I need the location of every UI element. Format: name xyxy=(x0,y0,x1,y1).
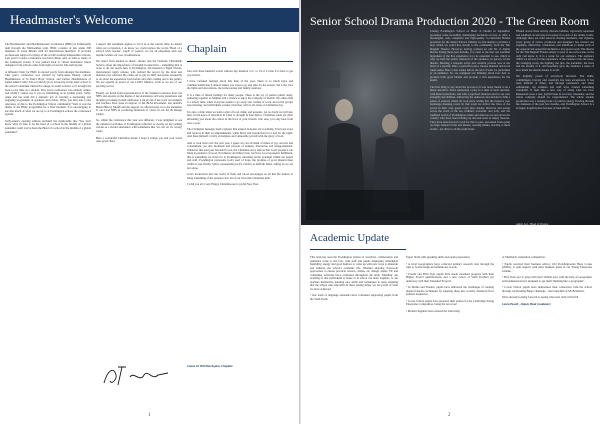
paragraph: I wish you all a very Happy Christmas and a joyful New Year. xyxy=(187,182,259,187)
paragraph: Filmed across three strictly discrete bubbles, rigorously separated and sanitised, its success is in respect for each of the drama it tells. Although there are brief extracts, fleeting moments, and vignette, every group of actors, producers and designers has created one exquisite, distinctive, considered, and ambitious to make each of the separate but respectful moments a true green room. The theatre for the Tim Dagnall Theatre empty to play to see each scene, as the only cast know it. It is a scene for our audience. The audience which we all love for the experience of the cinema room, the tense, the swinging room, the lighting, the plot, the pandemic, the fears and the dreams of it, and hopefully gave the audience a sense of how much the theatre means to us all. xyxy=(516,30,594,72)
paragraph: Here a wonderful Christmas break; I hope it brings you and your loved ones good cheer. xyxy=(96,135,182,144)
heading-rule xyxy=(187,61,293,62)
chaplain-signoff: Canon Dr Bill Harrington, Chaplain xyxy=(187,364,233,368)
paragraph: Upper Sixth with speaking skills and exam preparation. xyxy=(406,256,471,259)
paragraph: So, whilst the conference this year was different, I was delighted to see the enhanced activities at Pocklington reflected so clearly on my tacking certain as a virtual attendance with teammates like 'we can' on 'no wrong' route'. xyxy=(96,118,182,134)
paragraph: I have confused feelings about this time of the year. There is so much hype and commercialism that it almost makes you want to go and shut for the season. Yet I also love the lights and decorations, the home parties and family reunions. xyxy=(187,79,293,91)
paragraph: Sally-Anne's opening address included the memorable line 'You don't know what it's like to be the head of a school in the middle of a global pandemic, until you've been the Head of a school in the middle of a global pandemic!' xyxy=(5,118,91,134)
paragraph: God's incarnation into the world of flesh and blood encourages us all that He desires to bring something of his presence into all of our lives this Christmas time. xyxy=(187,172,293,180)
page-fold xyxy=(299,0,301,424)
paragraph: Finally, we heard from representatives of the Stephen Lawrence trust, the NHS and experts on the theme of decolonisation. All were passionate and thought provoking in their addresses. I am proud of the work our students and teachers have done in support of the BLM movement, last month's Black History Month and the support we offered early on to the pandemic to our local NHS in producing hundreds of visors in our Art & Design Centre. xyxy=(96,90,182,116)
paragraph: The Christmas message itself captures this tension between all or nothing. Everyone stops and rejoices in their accomplishments, while Mary and Joseph bent for a bed for the night. And there himself: a baby on helpless and vulnerable yet full with the glory of God. xyxy=(187,127,293,139)
academic-column-1 xyxy=(310,256,398,404)
paragraph: It is a time of mixed feelings for many people. There is the joy of parties (small ones), gathering together as families and a chance to enjoy the company of friends. We others find it a lonely time, when everyone seems to go away; the routine of work and social groups stop meeting, and individuals wonder what they will do all alone on Christmas day. xyxy=(187,92,293,108)
academic-signoff: Laura Powell - Deputy Head (Academic) xyxy=(502,301,551,306)
page-title: Headmaster's Welcome xyxy=(10,12,134,27)
drama-column-1 xyxy=(430,30,510,220)
paragraph: • Lower School pupils have maintained their connection with the school through our Reading Bingo challenge – the brainchild of Mr Bradshaw. xyxy=(502,285,592,293)
paragraph: of Sheffield's translation competition. xyxy=(502,256,546,259)
academic-column-3 xyxy=(502,256,592,404)
paragraph: This term has seen the Pocklington virtues of creativity, collaboration and resilience come to the fore, with staff and pupils displaying remarkable flexibility, energy and good humour to come up with new ways to maintain and enhance the school's academic life. Whether adapting classroom approaches to ensure practical science, drama, art, design, music, PE and computing activities have continued throughout the term; 'blending' our teaching so that individuals at home or in school can learn together; or our teachers themselves learning new skills and techniques to keep ensuring that the school runs smoothly in these testing times, we are proud of what we have achieved. xyxy=(310,256,398,291)
paragraph: • Lower School pupils have prepared their entries for the Cambridge Young Enterprise Competition, being the best ever! xyxy=(406,298,494,307)
paragraph: I respect this sentiment applies to all of us at the current time, no matter what our occupation. I do know we could replace the words 'Head of a school' with 'teacher', 'pupil' or 'parent'; we are all empathise with one another within our own circumstances. xyxy=(96,43,182,57)
headmaster-signature xyxy=(100,363,172,389)
paragraph: • Fourth and Fifth Year pupils have made excellent progress with their Higher Project Qualifications and a new cohort of Sixth Formers got underway with their Extended Projects. xyxy=(406,271,494,283)
paragraph: • First Years got to grips with their 'bubble area' with the help of Geographer environmental survey designed to get them 'thinking like a geographer'. xyxy=(502,275,592,283)
welcome-column-1 xyxy=(5,43,91,408)
paragraph: • Our team of language assistants have continued supporting pupils from the Sixth Form. xyxy=(310,293,398,302)
welcome-column-2 xyxy=(96,43,182,408)
paragraph: • Pupils received their business advice; Old Pocklingtonian Hana Cooke (2000s), to gain support with their business plans in our Young Enterprise scheme. xyxy=(502,261,592,273)
paragraph: • Modern linguists have entered the University xyxy=(406,309,460,314)
paragraph: We're already looking forward to seeing what next term will hold! xyxy=(502,295,579,300)
page-number: 2 xyxy=(448,413,451,418)
paragraph: Joining Pocklington School as Head of Drama in September presented some incredibly challenging decisions on how to offer a meaningful, safe, compliant and high-quality co-curricular Drama provision for the Senior School. Initially we felt unable to produce a play which we could live stream to the community from the Tim Dagnall Theatre. However, having realised an odd list of digital theatre during these past months, it is clear to me that one essential ingredient of the live experience is to be essential: to see, which is why we held the public rehearsal of the audience, in person, in the theatre. Meeting a bespoke script and creative process was at the heart of a specific time, a particular place, theatre moment and in its truest sense. Here a few weeks before the end of term we performed to an audience. So, we realigned our thinking about how best to produce both good Drama and provide a rich experience for the pupils. xyxy=(430,30,510,82)
drama-author: Adam Lee, Head of Drama xyxy=(516,222,549,226)
stage-figures-image xyxy=(306,40,424,220)
page-number: 1 xyxy=(148,413,151,418)
paragraph: The first thing to say about the process is it was never meant to be a linear narrative. Since rehearsing a play in a time of such restraint, with these restrictions, and with a pupil-led situation and for our own strengths and abilities, embracing the unknown and decided to film a series of extracts which all took place within this the theatre's own backstage dressing room. In that room we follow the lives of the actors in their own green room play, theatre directors and young actors the work of the tea, brilliant, powerful, and jolly, and the sanitised world of Pocklington artists and directors up and down the country who have been holding up devoted seats in empty theatres. They have been forced to wait for this to pass, prevented from going on stage. Instead of the real theatre, wearing masks, reacting to these events - not alive to all the restrictions. xyxy=(430,84,510,131)
paragraph: The Headmasters' and Headmistresses' Conference (HMC) is traditionally held through the Michaelmas term. HMC consists of just under 300 members in Great Britain with 50 international members. It provides professional support for many of the world's leading independent schools. Last year's London conference was held online, and, as with so many of the traditional events, it was pushed back to virtual attendance where delegates from schools came from right across the UK and beyond. xyxy=(5,43,91,68)
paragraph: It is also a time when we learn a glut of food, drink, and presents, yet no doubt we will also hear on the news of starvation in Chad or drought in East Africa. Christmas cards are often informing you about the events in the lives of your friends, who else, you only hear from once a year. xyxy=(187,109,293,125)
chaplain-column xyxy=(187,70,293,360)
academic-column-2 xyxy=(406,256,494,404)
paragraph: And to look back over the past year, I guess we can all think of times of joy, success and contentment, yet also moments and periods of sadness, frustration and disappointment. Whatever this past year has held for us, the Christmas story tells us that God's presence can bring an element of Good, Providence and Mercy into our lives. God represents fulfilment, this is something we strive for at Pocklington, releasing all the potential within our pupils and staff. Pocklington represents God's seed of hope, the promise of good planted deep within it and, finally, Spirit, representing God's comfort at difficult times, telling us we are not alone. xyxy=(187,140,293,170)
academic-heading: Academic Update xyxy=(310,232,390,244)
paragraph: We heard from leaders in music, theatre and the National Citizenship Service about the importance of breadth in education – something that is close to all our hearts here at Pocklington. We listened to Nigel Owens, international rugby referee, who tackled the record for the most test matches ever refereed. He came out as gay in 2007 and spoke eloquently to us about his experience both before and after coming out to the public. We are equally as proud of our LGBT Alliance work as we are of our sporting record. xyxy=(96,59,182,89)
paragraph: A different Chair for HMC is elected yearly from amongst the members. This year's conference was chaired by Sally-Anne Huang, current Headmistress of St Paul's Boys' School, and former Headmistress of James Allen's Girls' School (JAGS) (so it is known) in the sister school to the school I attended. Dulwich College, in south London, so it brought me back to my time as a student. This year's conference was entirely online, and whilst I cannot say it was as stimulating as in normal years, Sally-Anne and her team did a fantastic job of curating a fascinating and engaging programme of speakers and events. What, you may ask, is the relevance of this to the Pocklington School community? Well, it was the theme of the HMC programme for a brief moment; it is encouraging to see that much of what we are up to at Pocklington echoes the conference agenda. xyxy=(5,69,91,117)
paragraph: We mightily proud of everybody involved. The skills, commitment, bravery and creativity has been exceptional. It has been difficult at times, and through persistence and sheer enthusiasm, our students and staff have created something wonderful. It feels like a new way of doing what we love. Rehearsals were a rare, joyful break in our busy schedules, and the whole company should be congratulated. The whole student production was a rousing boast of positive energy flowing through the darkness of the past few months, and Pocklington School is a stronger, hopeful place because of their efforts. xyxy=(516,74,594,110)
drama-title: Senior School Drama Production 2020 - The Green Room xyxy=(310,14,590,28)
page-right xyxy=(300,0,600,424)
paragraph: Just over three hundred words without any mention of C or 19 or Li that it is here to get you started. xyxy=(187,70,293,77)
drama-column-2 xyxy=(516,30,594,220)
heading-rule xyxy=(310,249,406,250)
chaplain-heading: Chaplain xyxy=(187,43,227,55)
paragraph: • In Drama and Theatre, pupils have embraced the challenges of creating physical theatre techniques by adapting these into socially distanced floor patterns sequences. xyxy=(406,285,494,297)
paragraph: • A level Geographers have collected primary research data through the trips to Scarborough and Allerthorpe woods. xyxy=(406,261,494,270)
